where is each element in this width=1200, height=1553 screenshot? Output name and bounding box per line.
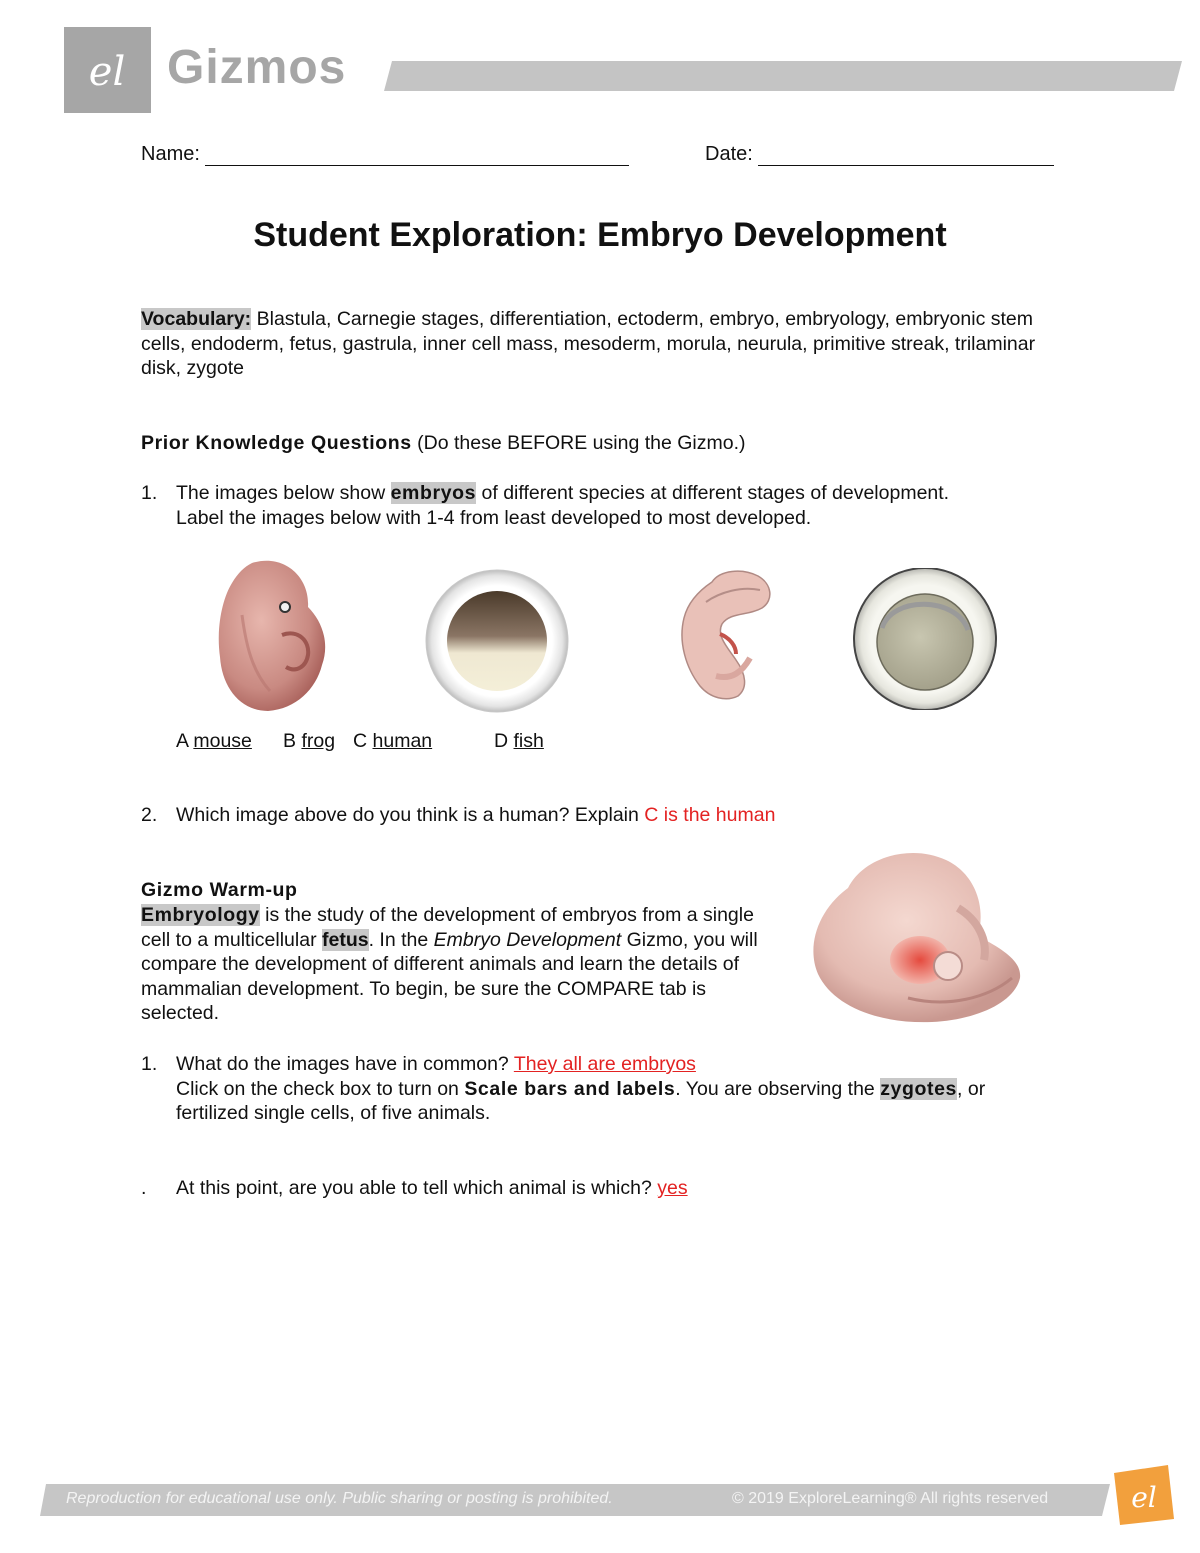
name-line[interactable] [205, 145, 629, 166]
warmup-question-1: What do the images have in common? They all are embryos Click on the check box to turn on Scale bars and labels. You are observing the zygotes, or fertilized single cells, of five animals. [176, 1053, 986, 1124]
term-fetus: fetus [322, 928, 369, 951]
prior-question-1 [176, 481, 1076, 530]
q1-text-before: The images below show [176, 482, 386, 504]
gizmo-name: Embryo Development [433, 928, 622, 951]
prior-knowledge-heading [141, 431, 746, 456]
date-line[interactable] [758, 145, 1054, 166]
name-field[interactable] [141, 143, 629, 166]
page-title: Student Exploration: Embryo Development [253, 216, 947, 254]
footer-logo-glyph: el [1131, 1481, 1157, 1514]
date-label: Date: [705, 143, 753, 165]
q1-keyword: embryos [390, 482, 477, 504]
logo-glyph: el [88, 49, 126, 95]
question-number: 1. [141, 482, 158, 504]
footer-disclaimer: Reproduction for educational use only. Public sharing or posting is prohibited. [66, 1490, 613, 1507]
date-field[interactable] [705, 143, 1054, 166]
vocabulary [141, 307, 1051, 381]
label-a-answer[interactable]: mouse [193, 730, 252, 752]
embryo-c-human [676, 568, 776, 702]
vocabulary-text: Blastula, Carnegie stages, differentiation, ectoderm, embryo, embryology, embryonic stem cells, endoderm, fetus, gastrula, inner cell mass, mesoderm, morula, neurula, primitive streak, trilaminar disk, zygote [141, 308, 1036, 379]
q1-line2: Label the images below with 1-4 from least developed to most developed. [176, 506, 812, 529]
label-b-answer[interactable]: frog [301, 730, 336, 752]
prior-question-2 [176, 803, 775, 828]
prior-heading-note: (Do these BEFORE using the Gizmo.) [417, 432, 746, 454]
warmup-q2-answer[interactable]: yes [657, 1177, 688, 1199]
label-c-answer[interactable]: human [372, 730, 433, 752]
q2-text: Which image above do you think is a human? Explain [176, 804, 639, 826]
embryo-warmup-image [808, 848, 1026, 1026]
q1-text-after: of different species at different stages of development. [481, 482, 950, 504]
brand-name: Gizmos [167, 41, 347, 94]
term-scale-bars: Scale bars and labels [464, 1077, 676, 1100]
warmup-paragraph: Embryology is the study of the development of embryos from a single cell to a multicellular fetus. In the Embryo Development Gizmo, you will compare the development of different animals and learn the details of mammalian development. To begin, be sure the COMPARE tab is selected. [141, 904, 758, 1024]
label-c: C human [353, 730, 433, 752]
term-zygotes: zygotes [880, 1077, 958, 1100]
warmup-q1-answer[interactable]: They all are embryos [513, 1053, 696, 1075]
header-bar [384, 61, 1182, 91]
prior-heading-text: Prior Knowledge Questions [141, 432, 412, 454]
question-number: . [141, 1177, 147, 1199]
term-embryology: Embryology [141, 904, 260, 926]
label-d: D fish [494, 730, 544, 752]
label-b: B frog [283, 730, 336, 752]
q2-answer[interactable]: C is the human [644, 804, 776, 826]
explorelearning-logo [64, 27, 151, 113]
label-d-answer[interactable]: fish [513, 730, 544, 752]
name-label: Name: [141, 143, 200, 165]
explorelearning-footer-logo [1108, 1463, 1178, 1527]
question-number: 1. [141, 1053, 158, 1075]
vocabulary-label: Vocabulary: [141, 308, 252, 330]
footer-copyright: © 2019 ExploreLearning® All rights reserved [732, 1490, 1049, 1507]
embryo-d-fish [852, 568, 998, 710]
warmup-question-2: At this point, are you able to tell which animal is which? yes [176, 1177, 688, 1199]
embryo-b-frog [424, 568, 570, 714]
question-number: 2. [141, 804, 158, 826]
warmup-heading: Gizmo Warm-up [141, 879, 298, 901]
label-a: A mouse [176, 730, 252, 752]
embryo-a-mouse [212, 555, 332, 715]
